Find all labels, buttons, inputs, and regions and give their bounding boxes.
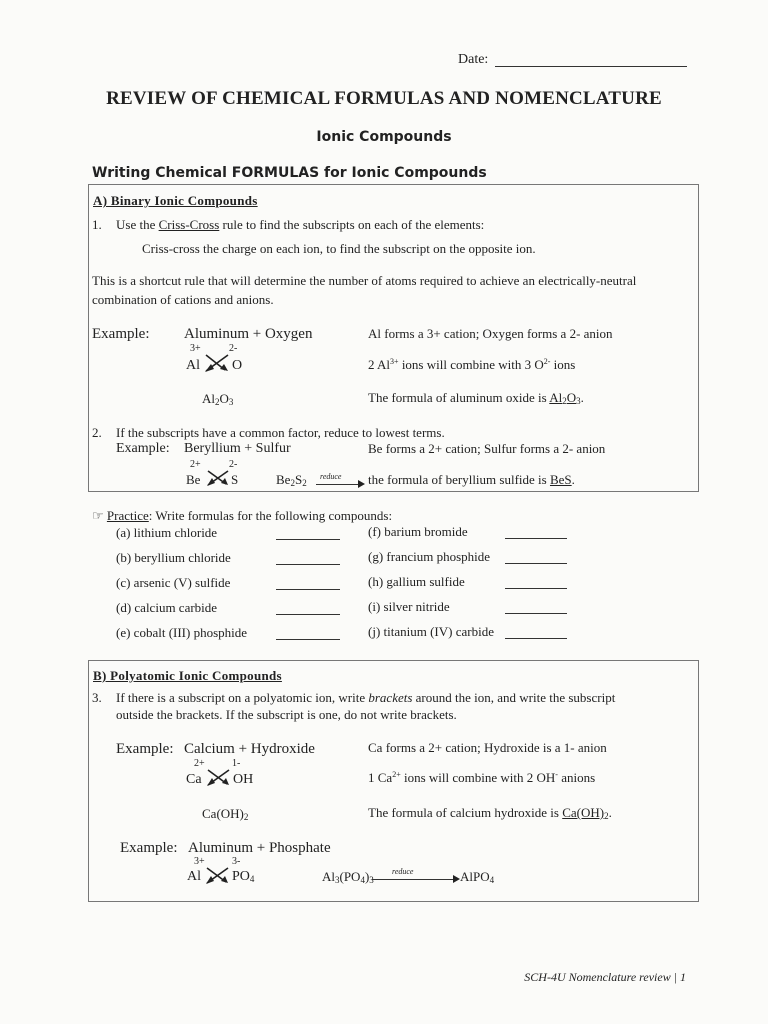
example-2-label: Example:	[116, 441, 170, 456]
practice-item-j: (j) titanium (IV) carbide	[368, 624, 494, 639]
practice-item-g: (g) francium phosphide	[368, 549, 491, 564]
example-2-symbol-right: S	[231, 472, 239, 487]
example-3-label: Example:	[116, 741, 174, 757]
example-4-result: AlPO$_4$	[460, 869, 495, 885]
practice-item-b: (b) beryllium chloride	[116, 550, 231, 565]
reduce-label-2: reduce	[392, 867, 414, 876]
reduce-arrow-2	[372, 879, 454, 880]
step1-text: Use the Criss-Cross rule to find the subscripts on each of the elements:	[116, 217, 485, 232]
example-3-conclusion: The formula of calcium hydroxide is $Ca(OH)_2$.	[368, 805, 612, 821]
pointing-hand-icon: ☞	[92, 508, 104, 523]
practice-heading: ☞ Practice: Write formulas for the following compounds:	[92, 508, 393, 523]
example-1-symbol-left: Al	[186, 358, 200, 373]
answer-blank-d[interactable]	[276, 614, 340, 615]
step1-number: 1.	[92, 217, 102, 232]
practice-item-c: (c) arsenic (V) sulfide	[116, 575, 231, 590]
example-1-conclusion: The formula of aluminum oxide is $Al_2O_3$.	[368, 390, 584, 406]
page-footer: SCH-4U Nomenclature review | 1	[524, 970, 686, 984]
example-3-symbol-left: Ca	[186, 772, 202, 787]
example-3-note-1: Ca forms a 2+ cation; Hydroxide is a 1- anion	[368, 740, 607, 755]
page-subtitle: Ionic Compounds	[316, 129, 452, 145]
section-heading: Writing Chemical FORMULAS for Ionic Compounds	[92, 165, 487, 181]
answer-blank-c[interactable]	[276, 589, 340, 590]
example-4-charge-left: 3+	[194, 856, 205, 867]
example-3-symbol-right: OH	[233, 772, 254, 787]
arrow-right-icon	[453, 875, 460, 883]
practice-item-e: (e) cobalt (III) phosphide	[116, 625, 248, 640]
example-4-unreduced: $Al_3(PO_4)_3$	[322, 869, 374, 885]
example-3-charge-left: 2+	[194, 758, 205, 769]
shortcut-line-2: combination of cations and anions.	[92, 292, 274, 307]
example-2-unreduced: $Be_2S_2$	[276, 472, 307, 488]
example-4-reaction: Aluminum + Phosphate	[188, 840, 331, 856]
example-3-result: $Ca(OH)_2$	[202, 806, 249, 822]
answer-blank-f[interactable]	[505, 538, 567, 539]
example-1-note-2: 2 $Al^{3+}$ ions will combine with 3 $O^{2-}$ ions	[368, 357, 576, 372]
reduce-label: reduce	[320, 472, 342, 481]
criss-cross-arrow-icon	[203, 352, 231, 374]
polyatomic-heading: B) Polyatomic Ionic Compounds	[93, 668, 282, 683]
shortcut-line-1: This is a shortcut rule that will determine the number of atoms required to achieve an electrically-neutral	[92, 273, 637, 288]
example-2-conclusion: the formula of beryllium sulfide is BeS.	[368, 472, 575, 487]
practice-item-i: (i) silver nitride	[368, 599, 450, 614]
example-4-symbol-left: Al	[187, 869, 201, 884]
step2-text: If the subscripts have a common factor, reduce to lowest terms.	[116, 425, 445, 440]
date-field[interactable]	[495, 66, 687, 67]
answer-blank-e[interactable]	[276, 639, 340, 640]
practice-item-d: (d) calcium carbide	[116, 600, 218, 615]
example-1-charge-right: 2-	[229, 343, 238, 354]
example-2-symbol-left: Be	[186, 472, 201, 487]
step2-number: 2.	[92, 425, 102, 440]
example-1-note-1: Al forms a 3+ cation; Oxygen forms a 2- anion	[368, 326, 613, 341]
example-1-label: Example:	[92, 326, 150, 342]
criss-cross-arrow-icon	[204, 865, 231, 886]
answer-blank-i[interactable]	[505, 613, 567, 614]
example-3-note-2: 1 $Ca^{2+}$ ions will combine with 2 OH- anions	[368, 770, 596, 785]
step3-number: 3.	[92, 690, 102, 705]
answer-blank-g[interactable]	[505, 563, 567, 564]
criss-cross-arrow-icon	[205, 767, 232, 788]
answer-blank-j[interactable]	[505, 638, 567, 639]
example-4-charge-right: 3-	[232, 856, 241, 867]
answer-blank-a[interactable]	[276, 539, 340, 540]
step3-line-1: If there is a subscript on a polyatomic ion, write brackets around the ion, and write the subscript	[116, 690, 616, 705]
example-2-charge-left: 2+	[190, 459, 201, 470]
date-label: Date:	[458, 52, 489, 67]
example-4-symbol-right: $PO_4$	[232, 869, 255, 884]
reduce-arrow	[316, 484, 360, 485]
criss-cross-arrow-icon	[205, 468, 231, 488]
example-1-symbol-right: O	[232, 358, 243, 373]
example-3-reaction: Calcium + Hydroxide	[184, 741, 315, 757]
example-1-result: $Al_2O_3$	[202, 391, 234, 407]
practice-item-a: (a) lithium chloride	[116, 525, 218, 540]
step3-line-2: outside the brackets. If the subscript is one, do not write brackets.	[116, 707, 457, 722]
practice-item-f: (f) barium bromide	[368, 524, 468, 539]
step1-detail: Criss-cross the charge on each ion, to find the subscript on the opposite ion.	[142, 241, 536, 256]
example-2-reaction: Beryllium + Sulfur	[184, 441, 291, 456]
page-title: REVIEW OF CHEMICAL FORMULAS AND NOMENCLATURE	[106, 88, 662, 109]
practice-item-h: (h) gallium sulfide	[368, 574, 465, 589]
binary-heading: A) Binary Ionic Compounds	[93, 193, 258, 208]
answer-blank-b[interactable]	[276, 564, 340, 565]
example-1-charge-left: 3+	[190, 343, 201, 354]
example-3-charge-right: 1-	[232, 758, 241, 769]
example-2-charge-right: 2-	[229, 459, 238, 470]
example-2-note-1: Be forms a 2+ cation; Sulfur forms a 2- anion	[368, 441, 606, 456]
answer-blank-h[interactable]	[505, 588, 567, 589]
arrow-right-icon	[358, 480, 365, 488]
example-1-reaction: Aluminum + Oxygen	[184, 326, 313, 342]
example-4-label: Example:	[120, 840, 178, 856]
